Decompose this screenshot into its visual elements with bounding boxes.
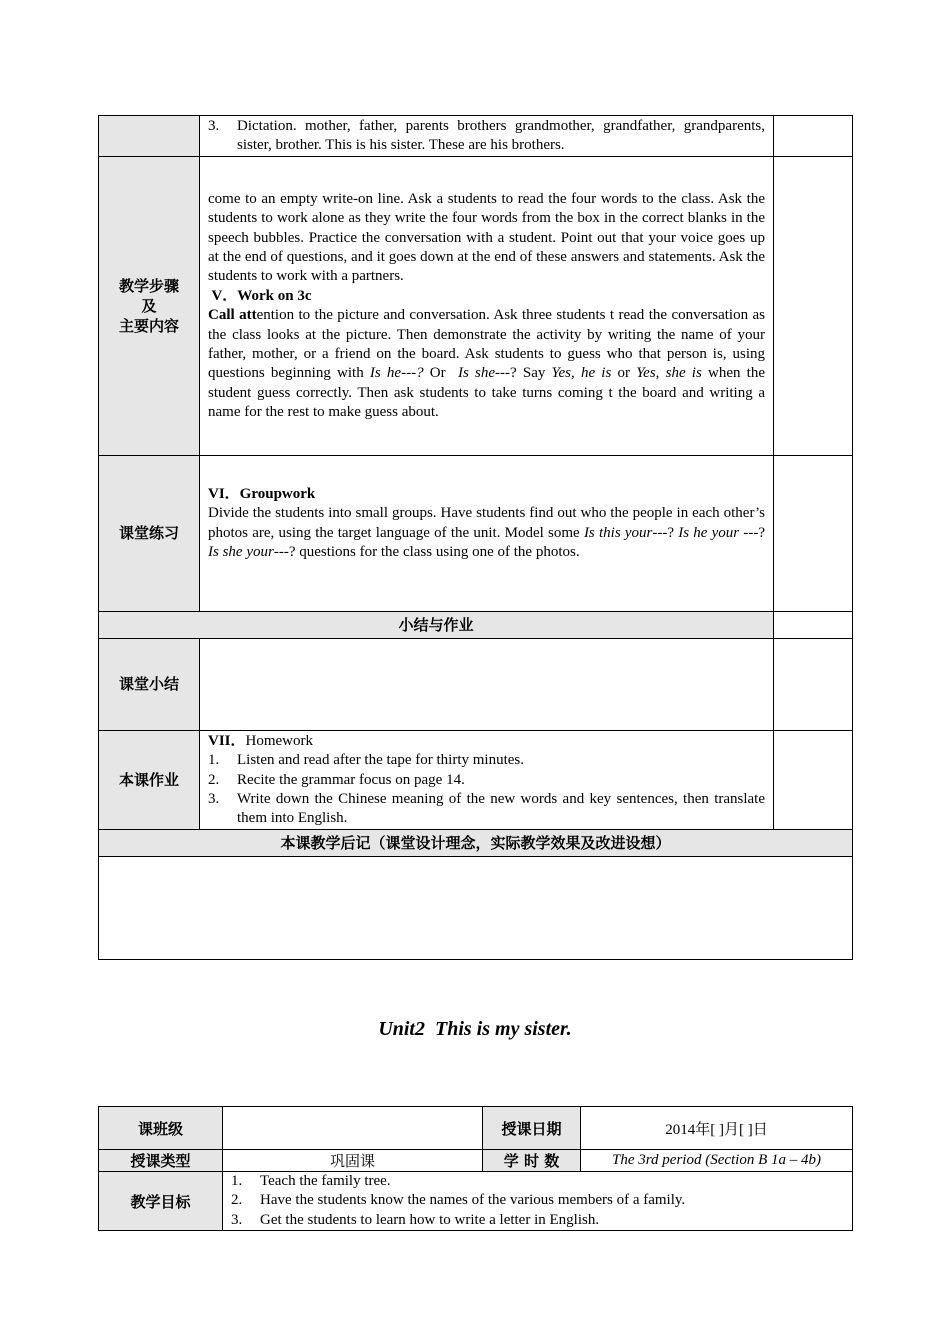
- goals-label: 教学目标: [99, 1172, 223, 1231]
- steps-label-line1: 教学步骤: [118, 276, 179, 295]
- class-summary-label: 课堂小结: [99, 638, 200, 730]
- item-text: Listen and read after the tape for thirty minutes.: [237, 752, 524, 769]
- goals-content: [223, 1172, 853, 1231]
- steps-row: [99, 156, 853, 455]
- item-text: Have the students know the names of the various members of a family.: [260, 1192, 686, 1209]
- side-cell: [774, 611, 853, 638]
- list-item: [208, 117, 765, 156]
- list-item: [231, 1191, 844, 1210]
- steps-paragraph-1: come to an empty write-on line. Ask a students to read the four words to the class. Ask the students to work alone as they write the four words from the box in the correct blanks in the speech bubbles. Practice the conversation with a student. Point out that your voice goes up at the end of questions, and it goes down at the end of these answers and statements. Ask the students to work with a partners.: [208, 190, 765, 285]
- summary-header-row: [99, 611, 853, 638]
- class-summary-content: [200, 638, 774, 730]
- p2-lead: Call att: [208, 307, 257, 324]
- unit-title: Unit2 This is my sister.: [378, 1018, 572, 1040]
- item-number: 3.: [208, 118, 220, 134]
- lesson-table-continued: [98, 115, 853, 960]
- gw-text-a: Divide the students into small groups. Have students find out who the people in each other’s photos are, using the target language of the unit. Model some: [208, 505, 765, 541]
- reflection-body-row: [99, 856, 853, 959]
- p2-italic-1: Is he---?: [369, 365, 424, 382]
- goals-row: [99, 1172, 853, 1231]
- p2-text-a: ention to the picture and conversation. Ask three students t read the conversation as the class looks at the picture. Then demonstrate the activity by writing the name of your father, mother, or a friend on the board. Ask students to guess who that person is, using questions beginning with: [208, 307, 765, 382]
- dictation-text: Dictation. mother, father, parents brothers grandmother, grandfather, grandparents, sister, brother. This is his sister. These are his brothers.: [237, 118, 765, 154]
- class-label: 课班级: [99, 1107, 223, 1150]
- gw-italic-1: Is this your: [583, 524, 653, 541]
- gw-text-b: ---?: [652, 524, 679, 541]
- date-label: 授课日期: [483, 1107, 581, 1150]
- type-label: 授课类型: [99, 1150, 223, 1172]
- list-item: [208, 751, 765, 770]
- type-value: 巩固课: [223, 1150, 483, 1172]
- homework-content-cell: [200, 730, 774, 829]
- reflection-header-row: [99, 829, 853, 856]
- steps-label-cell: [99, 156, 200, 455]
- p2-italic-4: Yes, she is: [636, 365, 702, 382]
- hours-label: 学 时 数: [483, 1150, 581, 1172]
- item-number: 2.: [208, 771, 220, 788]
- item-number: 1.: [208, 752, 220, 769]
- steps-label-line2: 及: [141, 296, 157, 315]
- p2-text-b: Or: [423, 365, 458, 382]
- dictation-cell: [200, 116, 774, 157]
- homework-heading-text: Homework: [245, 732, 314, 749]
- homework-heading: [208, 732, 765, 751]
- work-on-3c-heading: V．Work on 3c: [208, 287, 312, 304]
- homework-row: [99, 730, 853, 829]
- gw-text-c: ---?: [739, 524, 765, 541]
- practice-label: 课堂练习: [99, 455, 200, 611]
- reflection-body: [99, 856, 853, 959]
- side-cell: [774, 116, 853, 157]
- class-row: [99, 1107, 853, 1150]
- gw-italic-3: Is she your: [208, 544, 274, 561]
- steps-label-line3: 主要内容: [118, 316, 179, 335]
- item-text: Get the students to learn how to write a letter in English.: [260, 1211, 600, 1228]
- groupwork-heading: VI．Groupwork: [208, 485, 316, 502]
- p2-text-c: ---? Say: [495, 365, 552, 382]
- p2-text-d: or: [611, 365, 637, 382]
- practice-row: [99, 455, 853, 611]
- reflection-header: 本课教学后记（课堂设计理念，实际教学效果及改进设想）: [99, 829, 853, 856]
- homework-label: 本课作业: [99, 730, 200, 829]
- homework-heading-num: VII．: [208, 732, 246, 749]
- list-item: [231, 1172, 844, 1191]
- practice-content-cell: [200, 455, 774, 611]
- dictation-label-cell: [99, 116, 200, 157]
- class-summary-row: [99, 638, 853, 730]
- item-number: 3.: [231, 1211, 243, 1228]
- side-cell: [774, 638, 853, 730]
- type-row: [99, 1150, 853, 1172]
- side-cell: [774, 156, 853, 455]
- class-value: [223, 1107, 483, 1150]
- item-text: Write down the Chinese meaning of the new words and key sentences, then translate them into English.: [237, 791, 765, 827]
- list-item: [208, 771, 765, 790]
- gw-italic-2: Is he your: [678, 524, 740, 541]
- p2-italic-3: Yes, he is: [551, 365, 612, 382]
- item-text: Recite the grammar focus on page 14.: [237, 771, 465, 788]
- gw-text-d: ---? questions for the class using one of the photos.: [273, 544, 580, 561]
- dictation-row: [99, 116, 853, 157]
- groupwork-paragraph: [208, 504, 765, 562]
- item-number: 2.: [231, 1192, 243, 1209]
- lesson-info-table: [98, 1106, 853, 1231]
- p2-text-e: when the student guess correctly. Then ask students to take turns coming t the board and writing a name for the rest to make guess about.: [208, 365, 766, 421]
- summary-homework-header: 小结与作业: [99, 611, 774, 638]
- hours-value: The 3rd period (Section B 1a – 4b): [581, 1150, 853, 1172]
- steps-paragraph-2: [208, 306, 765, 422]
- list-item: [231, 1211, 844, 1230]
- date-value: 2014年[ ]月[ ]日: [581, 1107, 853, 1150]
- side-cell: [774, 730, 853, 829]
- side-cell: [774, 455, 853, 611]
- steps-content-cell: [200, 156, 774, 455]
- p2-italic-2: Is she: [457, 365, 496, 382]
- item-number: 1.: [231, 1173, 243, 1189]
- item-text: Teach the family tree.: [260, 1173, 391, 1189]
- item-number: 3.: [208, 791, 220, 808]
- list-item: [208, 790, 765, 829]
